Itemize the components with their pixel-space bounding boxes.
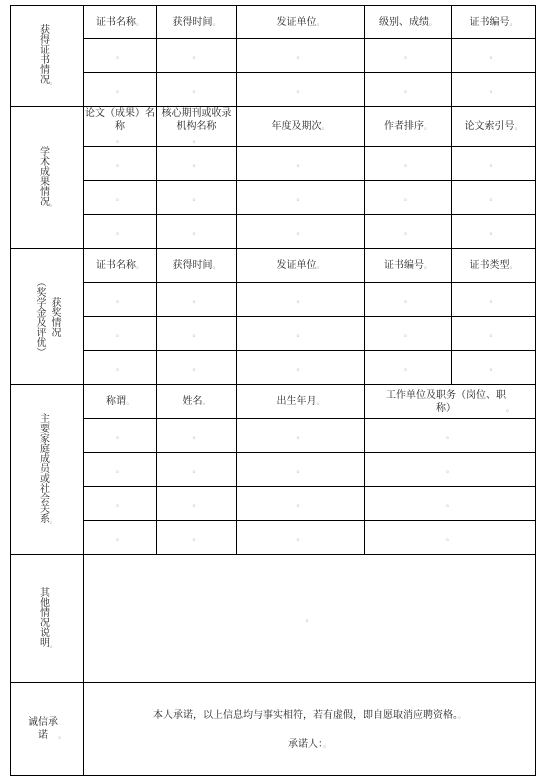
pledge-statement: 本人承诺，以上信息均与事实相符，若有虚假，即自愿取消应聘资格。。 [153, 710, 466, 721]
pledge-section-label: 诚信承诺 [28, 717, 58, 741]
family-cell[interactable]: 。 [157, 487, 237, 521]
family-cell[interactable]: 。 [365, 487, 536, 521]
academic-cell[interactable]: 。 [237, 147, 365, 181]
family-cell[interactable]: 。 [157, 453, 237, 487]
certificates-header-issuer: 发证单位。 [237, 6, 365, 39]
certificates-header-row [11, 6, 536, 39]
table-row [11, 453, 536, 487]
other-content-cell[interactable]: 。 [84, 555, 536, 683]
awards-header-row [11, 249, 536, 283]
academic-cell[interactable]: 。 [237, 181, 365, 215]
table-row [11, 283, 536, 317]
academic-cell[interactable]: 。 [157, 215, 237, 249]
family-cell[interactable]: 。 [365, 521, 536, 555]
family-cell[interactable]: 。 [365, 453, 536, 487]
awards-header-date: 获得时间。 [157, 249, 237, 283]
family-cell[interactable]: 。 [84, 487, 157, 521]
family-header-birth: 出生年月。 [237, 385, 365, 419]
awards-header-type: 证书类型。 [452, 249, 536, 283]
other-section-label: 其他情况说明 [37, 586, 49, 647]
academic-cell[interactable]: 。 [84, 147, 157, 181]
awards-cell[interactable]: 。 [237, 351, 365, 385]
table-row [11, 317, 536, 351]
family-header-workplace: 工作单位及职务（岗位、职称） 。 [365, 385, 536, 419]
family-cell[interactable]: 。 [84, 521, 157, 555]
certificates-cell[interactable]: 。 [365, 39, 452, 73]
awards-cell[interactable]: 。 [365, 283, 452, 317]
academic-section-label: 学术成果情况 [37, 145, 49, 206]
pledge-signer[interactable]: 承诺人：。 [288, 739, 331, 750]
academic-cell[interactable]: 。 [452, 215, 536, 249]
other-section-label-cell: 其他情况说明。 [11, 555, 84, 683]
awards-cell[interactable]: 。 [452, 283, 536, 317]
pledge-content-cell [84, 683, 536, 776]
certificates-cell[interactable]: 。 [84, 73, 157, 107]
table-row [11, 351, 536, 385]
certificates-header-name: 证书名称。 [84, 6, 157, 39]
family-header-name: 姓名。 [157, 385, 237, 419]
academic-header-author-order: 作者排序。 [365, 107, 452, 147]
family-cell[interactable]: 。 [157, 521, 237, 555]
awards-header-number: 证书编号。 [365, 249, 452, 283]
pledge-section-label-cell: 诚信承诺 。 [11, 683, 84, 776]
awards-section-label-cell [11, 249, 84, 385]
family-cell[interactable]: 。 [84, 419, 157, 453]
certificates-cell[interactable]: 。 [452, 73, 536, 107]
family-cell[interactable]: 。 [365, 419, 536, 453]
table-row [11, 73, 536, 107]
academic-header-journal: 核心期刊或收录机构名称。 [157, 107, 237, 147]
academic-cell[interactable]: 。 [452, 181, 536, 215]
academic-cell[interactable]: 。 [237, 215, 365, 249]
family-cell[interactable]: 。 [237, 487, 365, 521]
awards-cell[interactable]: 。 [237, 317, 365, 351]
academic-header-title: 论文（成果）名称。 [84, 107, 157, 147]
awards-header-name: 证书名称。 [84, 249, 157, 283]
awards-cell[interactable]: 。 [84, 317, 157, 351]
certificates-cell[interactable]: 。 [365, 73, 452, 107]
awards-section-label: 获奖情况 （奖学金及评优） [34, 276, 60, 357]
pledge-row [11, 683, 536, 776]
family-cell[interactable]: 。 [84, 453, 157, 487]
certificates-header-number: 证书编号。 [452, 6, 536, 39]
certificates-cell[interactable]: 。 [237, 39, 365, 73]
application-form-table [10, 5, 536, 776]
other-row [11, 555, 536, 683]
academic-header-row [11, 107, 536, 147]
family-header-relation: 称谓。 [84, 385, 157, 419]
academic-header-issue: 年度及期次。 [237, 107, 365, 147]
table-row [11, 147, 536, 181]
academic-section-label-cell: 学术成果情况。 [11, 107, 84, 249]
certificates-section-label: 获得证书情况 [37, 24, 49, 84]
academic-cell[interactable]: 。 [365, 181, 452, 215]
awards-cell[interactable]: 。 [365, 317, 452, 351]
awards-cell[interactable]: 。 [84, 351, 157, 385]
certificates-header-date: 获得时间。 [157, 6, 237, 39]
certificates-cell[interactable]: 。 [84, 39, 157, 73]
table-row [11, 419, 536, 453]
academic-header-index: 论文索引号。 [452, 107, 536, 147]
awards-cell[interactable]: 。 [157, 351, 237, 385]
table-row [11, 521, 536, 555]
awards-cell[interactable]: 。 [452, 351, 536, 385]
family-section-label-cell: 主要家庭成员或社会关系。 [11, 385, 84, 555]
academic-cell[interactable]: 。 [84, 215, 157, 249]
table-row [11, 39, 536, 73]
awards-cell[interactable]: 。 [157, 283, 237, 317]
certificates-section-label-cell: 获得证书情况。 [11, 6, 84, 107]
family-cell[interactable]: 。 [237, 521, 365, 555]
family-cell[interactable]: 。 [237, 453, 365, 487]
academic-cell[interactable]: 。 [365, 147, 452, 181]
academic-cell[interactable]: 。 [84, 181, 157, 215]
academic-cell[interactable]: 。 [365, 215, 452, 249]
certificates-header-level: 级别、成绩。 [365, 6, 452, 39]
awards-cell[interactable]: 。 [157, 317, 237, 351]
certificates-cell[interactable]: 。 [157, 73, 237, 107]
awards-header-issuer: 发证单位。 [237, 249, 365, 283]
awards-cell[interactable]: 。 [452, 317, 536, 351]
table-row [11, 487, 536, 521]
academic-cell[interactable]: 。 [452, 147, 536, 181]
certificates-cell[interactable]: 。 [157, 39, 237, 73]
awards-cell[interactable]: 。 [365, 351, 452, 385]
family-cell[interactable]: 。 [237, 419, 365, 453]
certificates-cell[interactable]: 。 [237, 73, 365, 107]
table-row [11, 215, 536, 249]
table-row [11, 181, 536, 215]
family-section-label: 主要家庭成员或社会关系 [37, 412, 49, 523]
academic-cell[interactable]: 。 [157, 147, 237, 181]
awards-cell[interactable]: 。 [237, 283, 365, 317]
academic-cell[interactable]: 。 [157, 181, 237, 215]
certificates-cell[interactable]: 。 [452, 39, 536, 73]
awards-cell[interactable]: 。 [84, 283, 157, 317]
family-header-row [11, 385, 536, 419]
family-cell[interactable]: 。 [157, 419, 237, 453]
